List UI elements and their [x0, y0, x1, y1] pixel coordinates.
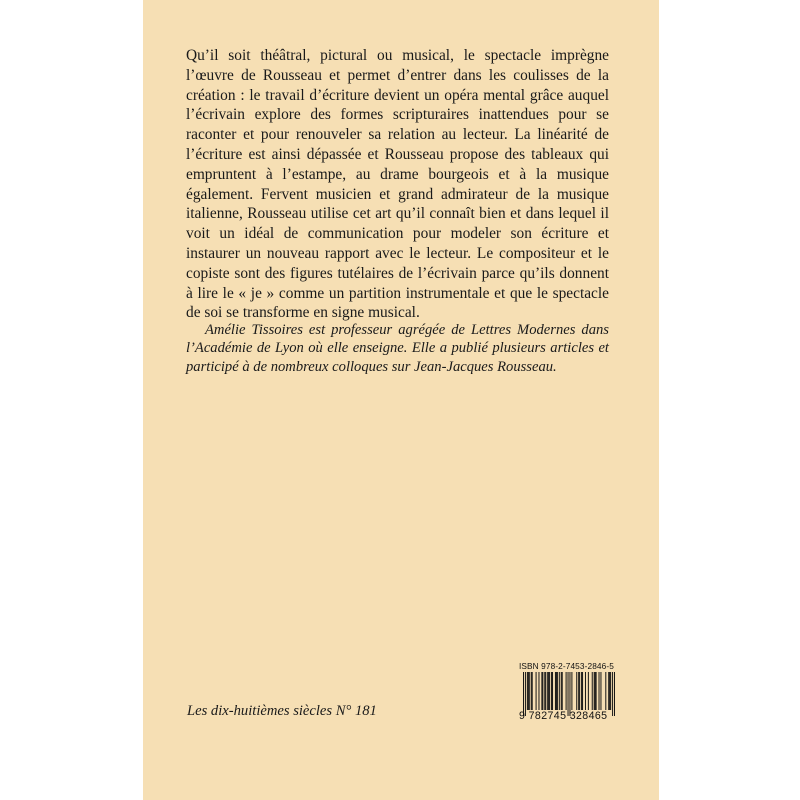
barcode-bar — [608, 672, 609, 710]
barcode-bar — [600, 672, 601, 710]
barcode-bar — [552, 672, 553, 710]
isbn-label: ISBN 978-2-7453-2846-5 — [519, 661, 614, 671]
barcode-bar — [594, 672, 595, 710]
series-title: Les dix-huitièmes siècles N° 181 — [187, 703, 377, 719]
barcode-bar — [561, 672, 562, 710]
barcode-bar — [528, 672, 529, 710]
barcode-bar — [548, 672, 549, 710]
barcode-digits: 9 782745 328465 — [519, 710, 608, 722]
barcode-bar — [579, 672, 580, 710]
barcode-bar — [532, 672, 533, 710]
barcode-bar — [536, 672, 537, 710]
author-bio: Amélie Tissoires est professeur agrégée de Lettres Modernes dans l’Académie de Lyon où elle enseigne. Elle a publié plusieurs articles et participé à de nombreux colloques sur Jean-Jacques Rousseau. — [186, 322, 609, 375]
barcode-bar — [556, 672, 557, 710]
barcode-bar — [544, 672, 545, 710]
barcode-bar — [562, 672, 563, 710]
barcode-bar — [578, 672, 579, 710]
barcode-bar — [527, 672, 528, 710]
barcode-bar — [595, 672, 596, 710]
barcode-bar — [592, 672, 593, 710]
barcode-bar — [547, 672, 548, 710]
barcode-bar — [549, 672, 550, 710]
barcode-bar — [566, 672, 567, 710]
barcode-bar — [582, 672, 583, 710]
barcode-bar — [596, 672, 597, 710]
barcode-bar — [588, 672, 589, 710]
barcode-bar — [559, 672, 560, 710]
barcode-bar — [581, 672, 582, 710]
barcode-bar — [531, 672, 532, 710]
barcode-bar — [599, 672, 600, 710]
barcode-bar — [609, 672, 610, 710]
barcode-bar — [541, 672, 542, 710]
barcode-bar — [585, 672, 586, 710]
book-blurb: Qu’il soit théâtral, pictural ou musical, le spectacle imprègne l’œuvre de Rousseau et permet d’entrer dans les coulisses de la création : le travail d’écriture devient un opéra mental grâce auquel l’écrivain explore des formes scripturaires inattendues pour se raconter et pour renouveler sa relation au lecteur. La linéarité de l’écriture est ainsi dépassée et Rousseau propose des tableaux qui empruntent à l’estampe, au drame bourgeois et à la musique également. Fervent musicien et grand admirateur de la musique italienne, Rousseau utilise cet art qu’il connaît bien et dans lequel il voit un idéal de communication pour modeler son écriture et instaurer un nouveau rapport avec le lecteur. Le compositeur et le copiste sont des figures tutélaires de l’écrivain parce qu’ils donnent à lire le « je » comme un partition instrumentale et que le spectacle de soi se transforme en signe musical. — [186, 47, 609, 322]
barcode-bar — [529, 672, 530, 710]
barcode-bar — [610, 672, 611, 710]
barcode-bar — [545, 672, 546, 710]
barcode-bar — [576, 672, 577, 710]
barcode-bar — [605, 672, 606, 710]
barcode-bar — [551, 672, 552, 710]
barcode-bar — [538, 672, 539, 710]
barcode-bar — [571, 672, 572, 710]
barcode — [519, 661, 615, 722]
barcode-bar — [542, 672, 543, 710]
barcode-bar — [555, 672, 556, 710]
barcode-bar — [557, 672, 558, 710]
